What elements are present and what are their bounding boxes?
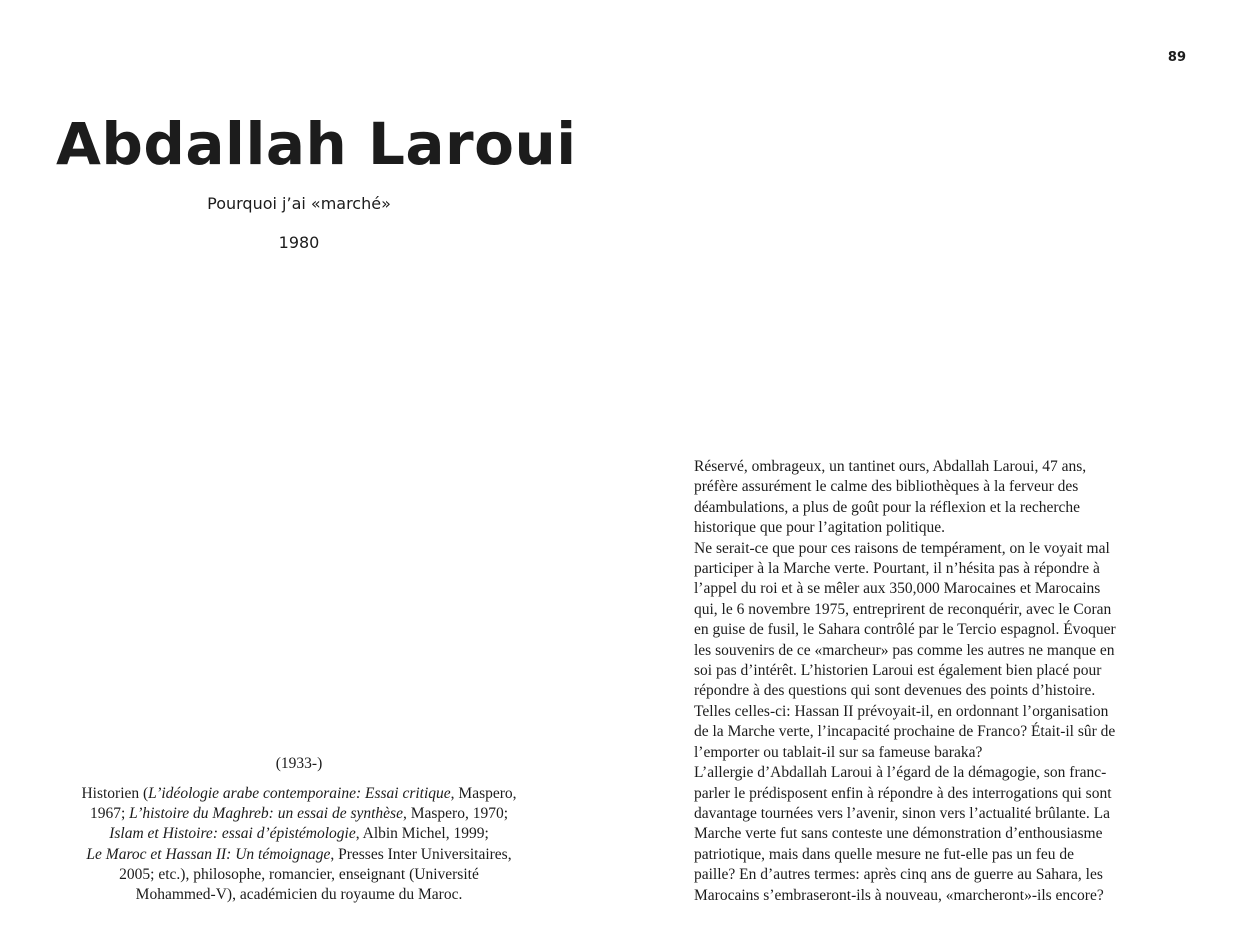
author-life-dates: (1933-) <box>275 755 323 772</box>
bio-segment: Mohammed-V), académicien du royaume du Maroc. <box>135 886 463 904</box>
intro-line: Ne serait-ce que pour ces raisons de tempérament, on le voyait mal <box>694 539 1110 557</box>
book-title: Le Maroc et Hassan II: Un témoignage <box>86 845 331 863</box>
page-number: 89 <box>1167 50 1186 65</box>
intro-line: paille? En d’autres termes: après cinq ans de guerre au Sahara, les <box>694 866 1103 884</box>
intro-line: de la Marche verte, l’incapacité prochaine de Franco? Était-il sûr de <box>694 723 1116 741</box>
intro-line: l’emporter ou tablait-il sur sa fameuse baraka? <box>694 743 983 761</box>
book-title: Islam et Histoire: essai d’épistémologie <box>109 825 356 843</box>
intro-line: historique que pour l’agitation politique. <box>694 519 945 537</box>
intro-line: Marocains s’embraseront-ils à nouveau, «marcheront»-ils encore? <box>694 886 1104 904</box>
intro-line: davantage tournées vers l’avenir, sinon vers l’actualité brûlante. La <box>694 804 1110 822</box>
article-year: 1980 <box>278 233 320 252</box>
intro-line: Réservé, ombrageux, un tantinet ours, Abdallah Laroui, 47 ans, <box>694 458 1087 475</box>
article-title: Abdallah Laroui <box>56 110 577 178</box>
intro-line: Marche verte fut sans conteste une démonstration d’enthousiasme <box>694 825 1103 843</box>
author-bio <box>56 784 542 905</box>
intro-line: qui, le 6 novembre 1975, entreprirent de reconquérir, avec le Coran <box>694 600 1112 618</box>
bio-segment: 1967; <box>89 805 130 823</box>
intro-line: l’appel du roi et à se mêler aux 350,000 Marocaines et Marocains <box>694 580 1101 598</box>
bio-segment: , Maspero, <box>450 785 517 802</box>
bio-segment: , Albin Michel, 1999; <box>355 825 489 843</box>
intro-paragraph <box>694 457 1194 906</box>
intro-line: répondre à des questions qui sont devenues des points d’histoire. <box>694 682 1096 700</box>
bio-segment: 2005; etc.), philosophe, romancier, enseignant (Université <box>119 865 479 883</box>
intro-line: préfère assurément le calme des bibliothèques à la ferveur des <box>694 478 1079 496</box>
article-subtitle: Pourquoi j’ai «marché» <box>207 194 391 213</box>
bio-line <box>56 804 542 824</box>
bio-segment: , Maspero, 1970; <box>402 805 509 823</box>
bio-segment: , Presses Inter Universitaires, <box>330 845 512 863</box>
intro-line: soi pas d’intérêt. L’historien Laroui est également bien placé pour <box>694 662 1102 680</box>
intro-line: les souvenirs de ce «marcheur» pas comme les autres ne manque en <box>694 641 1115 659</box>
bio-line <box>56 784 542 804</box>
bio-line <box>56 865 542 885</box>
bio-line <box>56 845 542 865</box>
bio-line <box>56 885 542 905</box>
book-title: L’histoire du Maghreb: un essai de synthèse <box>129 805 403 823</box>
intro-line: participer à la Marche verte. Pourtant, il n’hésita pas à répondre à <box>694 560 1100 578</box>
intro-line: patriotique, mais dans quelle mesure ne fut-elle pas un feu de <box>694 845 1075 863</box>
intro-line: Telles celles-ci: Hassan II prévoyait-il, en ordonnant l’organisation <box>694 702 1109 720</box>
bio-line <box>56 824 542 844</box>
intro-line: déambulations, a plus de goût pour la réflexion et la recherche <box>694 498 1081 516</box>
book-title: L’idéologie arabe contemporaine: Essai critique <box>148 785 451 802</box>
intro-line: parler le prédisposent enfin à répondre à des interrogations qui sont <box>694 784 1112 802</box>
bio-segment: Historien ( <box>81 785 149 802</box>
intro-line: en guise de fusil, le Sahara contrôlé par le Tercio espagnol. Évoquer <box>694 621 1116 639</box>
intro-line: L’allergie d’Abdallah Laroui à l’égard de la démagogie, son franc- <box>694 764 1107 782</box>
